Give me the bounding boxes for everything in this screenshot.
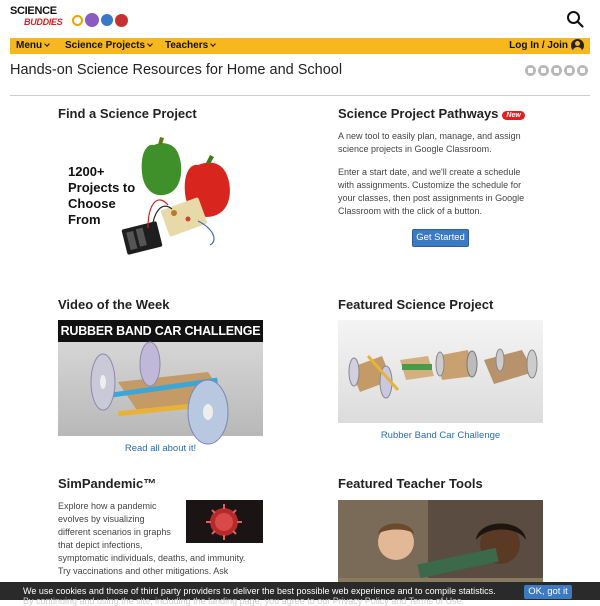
page-title: Hands-on Science Resources for Home and School [10,62,343,78]
pathways-intro: A new tool to easily plan, manage, and assign science projects in Google Classroom. [338,131,521,154]
projects-count-label: 1200+ Projects to Choose From [68,164,136,227]
share-buttons [525,65,588,76]
find-project-heading[interactable]: Find a Science Project [58,106,197,121]
rubber-band-car-image [58,342,263,436]
user-icon [571,39,584,52]
featured-project-image[interactable] [338,320,543,423]
video-thumbnail[interactable] [58,320,263,436]
print-icon[interactable] [577,65,588,76]
nav-science-projects[interactable] [65,40,152,51]
virus-image[interactable] [186,500,263,543]
cookie-message-2: By continuing and using the site, including the landing page, you agree to our Privacy Policy and Terms of Use. [23,596,465,606]
video-heading[interactable]: Video of the Week [58,297,170,312]
login-link[interactable] [509,39,584,52]
science-buddies-logo[interactable] [10,6,135,32]
search-icon[interactable] [566,10,584,28]
rubber-band-cars-image [338,320,543,423]
simpandemic-heading[interactable]: SimPandemic™ [58,476,157,491]
nav-teachers[interactable] [165,40,215,51]
pathways-description: Enter a start date, and we'll create a schedule with assignments. Customize the schedule for your classes, then post assignments in Google Classroom with the click of a button. [338,167,525,216]
main-nav [10,38,590,54]
video-title: RUBBER BAND CAR CHALLENGE [60,324,261,338]
simpandemic-description-cont: symptomatic individuals, deaths, and immunity. Try vaccinations and other mitigations. Ask [58,553,246,576]
cookie-message: We use cookies and those of third party providers to deliver the best possible web experience and to compile statistics. [23,586,496,596]
cookie-banner [0,582,600,606]
logo-icons [72,12,128,28]
featured-project-link[interactable]: Rubber Band Car Challenge [380,430,501,441]
virus-illustration [186,500,263,543]
comment-icon[interactable] [538,65,549,76]
logo-wordmark: SCIENCE BUDDIES [10,5,63,27]
new-badge: New [502,111,524,120]
nav-teachers-label: Teachers [165,40,209,51]
nav-science-projects-label: Science Projects [65,40,146,51]
chevron-down-icon [210,41,216,47]
top-header [0,0,600,38]
divider [10,95,590,96]
featured-project-heading[interactable]: Featured Science Project [338,297,494,312]
get-started-button[interactable]: Get Started [412,229,469,247]
nav-menu[interactable] [16,40,49,51]
nav-menu-label: Menu [16,40,43,51]
peppers-circuit-illustration [118,133,263,263]
chevron-down-icon [44,41,50,47]
simpandemic-description: Explore how a pandemic evolves by visualizing different scenarios in graphs that depict infections, [58,501,171,550]
share-icon[interactable] [564,65,575,76]
pathways-heading[interactable] [338,106,525,121]
chevron-down-icon [147,41,153,47]
login-label: Log In / Join [509,40,568,51]
pathways-heading-label: Science Project Pathways [338,106,499,121]
teacher-tools-heading[interactable]: Featured Teacher Tools [338,476,483,491]
email-icon[interactable] [551,65,562,76]
heart-icon[interactable] [525,65,536,76]
read-all-link[interactable]: Read all about it! [124,443,197,454]
cookie-ok-button[interactable]: OK, got it [524,585,572,599]
find-project-image[interactable] [58,133,263,263]
